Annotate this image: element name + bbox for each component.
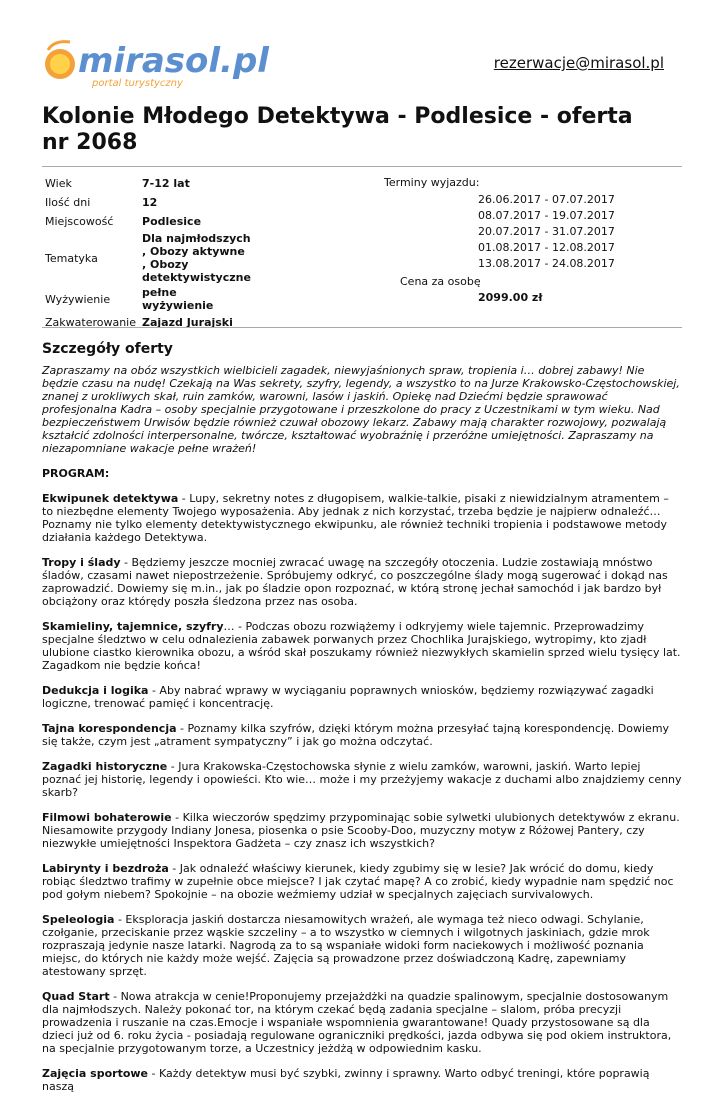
section-title: Labirynty i bezdroża (42, 862, 169, 875)
info-row (42, 174, 254, 193)
info-label: Wyżywienie (45, 292, 111, 306)
term-date: 20.07.2017 - 31.07.2017 (478, 225, 615, 238)
program-section (42, 990, 682, 1055)
section-title: Speleologia (42, 913, 115, 926)
section-text: - Poznamy kilka szyfrów, dzięki którym można przesyłać tajną korespondencję. Dowiemy się także, czym jest „atrament sympatyczny” i jak go można odczytać. (42, 722, 670, 748)
info-value: Zajazd Jurajski (142, 316, 233, 329)
section-text: - Lupy, sekretny notes z długopisem, walkie-talkie, pisaki z niewidzialnym atramentem – to niezbędne elementy Twojego wyposażenia. Aby jednak z nich korzystać, trzeba będzie je najpierw odnaleźć… Poznamy nie tylko elementy detektywistycznego ekwipunku, ale również techniki tropienia i podstawowe metody działania każdego Detektywa. (42, 492, 669, 544)
term-date: 26.06.2017 - 07.07.2017 (478, 193, 615, 206)
section-title: Tropy i ślady (42, 556, 121, 569)
section-title: Quad Start (42, 990, 110, 1003)
section-title: Filmowi bohaterowie (42, 811, 172, 824)
program-section (42, 760, 682, 799)
info-value: pełne wyżywienie (142, 286, 214, 312)
program-section (42, 913, 682, 978)
info-label: Miejscowość (45, 215, 114, 228)
program-section (42, 492, 682, 544)
email-link[interactable]: rezerwacje@mirasol.pl (493, 54, 664, 72)
info-value: 12 (142, 196, 158, 209)
section-text: - Będziemy jeszcze mocniej zwracać uwagę na szczegóły otoczenia. Ludzie zostawiają mnóstwo śladów, czasami nawet niepostrzeżenie. Spróbujemy odkryć, co poszczególne ślady mogą sugerować i dokąd nas zaprowadzić. Dowiemy się m.in., jak po śladzie opon rozpoznać, w którą stronę jechał samochód i jak bardzo był obciążony oraz którędy poszła śledzona przez nas osoba. (42, 556, 668, 608)
price-label: Cena za osobę (400, 275, 481, 288)
section-title: Skamieliny, tajemnice, szyfry (42, 620, 224, 633)
term-date: 08.07.2017 - 19.07.2017 (478, 209, 615, 222)
section-text: … - Podczas obozu rozwiążemy i odkryjemy wiele tajemnic. Przeprowadzimy specjalne śledztwo w celu odnalezienia zabawek porwanych przez Chochlika Jurajskiego, wytropimy, kto zjadł ulubione ciastko kierownika obozu, a wśród skał poszukamy również niezwykłych skamielin sprzed wielu tysięcy lat. Zagadkom nie będzie końca! (42, 620, 681, 672)
section-title: Tajna korespondencja (42, 722, 177, 735)
program-section (42, 684, 682, 710)
info-label: Wiek (45, 177, 72, 190)
section-text: - Kilka wieczorów spędzimy przypominając sobie sylwetki ulubionych detektywów z ekranu. Niesamowite przygody Indiany Jonesa, piosenka o psie Scooby-Doo, muzyczny motyw z Różowej Pantery, czy niezwykłe umiejętności Inspektora Gadżeta – czy znasz ich wszystkich? (42, 811, 680, 850)
info-row (42, 231, 254, 285)
info-label: Zakwaterowanie (45, 316, 137, 329)
mirasol-logo[interactable] (40, 36, 270, 92)
logo-text: mirasol.pl (78, 41, 269, 81)
section-title: Ekwipunek detektywa (42, 492, 179, 505)
info-row (42, 313, 254, 332)
departure-terms (384, 176, 615, 272)
program-section (42, 811, 682, 850)
info-label: Tematyka (45, 251, 98, 265)
divider-top (42, 166, 682, 167)
offer-info-table (42, 174, 254, 332)
program-section (42, 862, 682, 901)
section-title: Zagadki historyczne (42, 760, 168, 773)
logo-tagline: portal turystyczny (92, 78, 183, 89)
program-section (42, 722, 682, 748)
section-text: - Jak odnaleźć właściwy kierunek, kiedy zgubimy się w lesie? Jak wrócić do domu, kiedy robiąc śledztwo trafimy w zupełnie obce miejsce? I jak czytać mapę? A co zrobić, kiedy wypadnie nam spędzić noc pod gołym niebem? Spokojnie – na obozie weźmiemy udział w specjalnych zajęciach survivalowych. (42, 862, 674, 901)
offer-details (42, 364, 682, 1105)
info-label: Ilość dni (45, 196, 91, 209)
sun-icon (40, 36, 270, 92)
program-section (42, 1067, 682, 1093)
info-row (42, 212, 254, 231)
price-value: 2099.00 zł (478, 291, 543, 304)
details-heading: Szczegóły oferty (42, 341, 173, 357)
program-section (42, 620, 682, 672)
section-text: - Jura Krakowska-Częstochowska słynie z wielu zamków, warowni, jaskiń. Warto lepiej poznać jej historię, legendy i opowieści. Kto wie… może i my przeżyjemy wakacje z duchami albo znajdziemy cenny skarb? (42, 760, 682, 799)
program-label: PROGRAM: (42, 467, 110, 480)
info-value: Dla najmłodszych , Obozy aktywne , Obozy detektywistyczne (142, 232, 251, 284)
section-title: Dedukcja i logika (42, 684, 149, 697)
section-text: - Eksploracja jaskiń dostarcza niesamowitych wrażeń, ale wymaga też nieco odwagi. Schylanie, czołganie, przeciskanie przez wąskie szczeliny – a to wszystko w ciemnych i wilgotnych jaskiniach, gdzie mrok rozpraszają jedynie nasze latarki. Nagrodą za to są wspaniałe widoki form naciekowych i możliwość poznania miejsc, do których nie każdy może wejść. Zajęcia są prowadzone przez doświadczoną Kadrę, zapewniamy atestowany sprzęt. (42, 913, 650, 978)
term-date: 01.08.2017 - 12.08.2017 (478, 241, 615, 254)
section-title: Zajęcia sportowe (42, 1067, 149, 1080)
info-value: Podlesice (142, 215, 202, 228)
section-text: - Każdy detektyw musi być szybki, zwinny i sprawny. Warto odbyć treningi, które poprawią naszą (42, 1067, 650, 1093)
info-value: 7-12 lat (142, 177, 190, 190)
info-row (42, 285, 254, 313)
page-title: Kolonie Młodego Detektywa - Podlesice - oferta nr 2068 (42, 104, 633, 155)
section-text: - Nowa atrakcja w cenie!Proponujemy przejażdżki na quadzie spalinowym, specjalnie dostosowanym dla najmłodszych. Należy pokonać tor, na którym czekać będą zadania specjalne – slalom, próba precyzji prowadzenia i ruszanie na czas.Emocje i wspaniałe wspomnienia gwarantowane! Quady przystosowane są dla dzieci już od 6. roku życia - posiadają regulowane ograniczniki prędkości, jazda odbywa się pod okiem instruktora, na specjalnie przygotowanym torze, a Uczestnicy jeżdżą w odpowiednim kasku. (42, 990, 672, 1055)
term-date: 13.08.2017 - 24.08.2017 (478, 257, 615, 270)
terms-label: Terminy wyjazdu: (384, 176, 480, 189)
section-text: - Aby nabrać wprawy w wyciąganiu poprawnych wniosków, będziemy rozwiązywać zagadki logiczne, trenować pamięć i koncentrację. (42, 684, 654, 710)
intro-text: Zapraszamy na obóz wszystkich wielbicieli zagadek, niewyjaśnionych spraw, tropienia i… dobrej zabawy! Nie będzie czasu na nudę! Czekają na Was sekrety, szyfry, legendy, a wszystko to na Jurze Krakowsko-Częstochowskiej, znanej z urokliwych skał, ruin zamków, warowni, lasów i jaskiń. Opiekę nad Dziećmi będzie sprawować profesjonalna Kadra – osoby specjalnie przygotowane i przeszkolone do pracy z Uczestnikami w tym wieku. Nad bezpieczeństwem Urwisów będzie również czuwał obozowy lekarz. Zabawy mają charakter rozwojowy, pozwalają kształcić zdolności interpersonalne, twórcze, kształtować wyobraźnię i przeróżne umiejętności. Zapraszamy na niezapomniane wakacje pełne wrażeń! (42, 364, 680, 455)
info-row (42, 193, 254, 212)
divider-bottom (42, 327, 682, 328)
program-section (42, 556, 682, 608)
